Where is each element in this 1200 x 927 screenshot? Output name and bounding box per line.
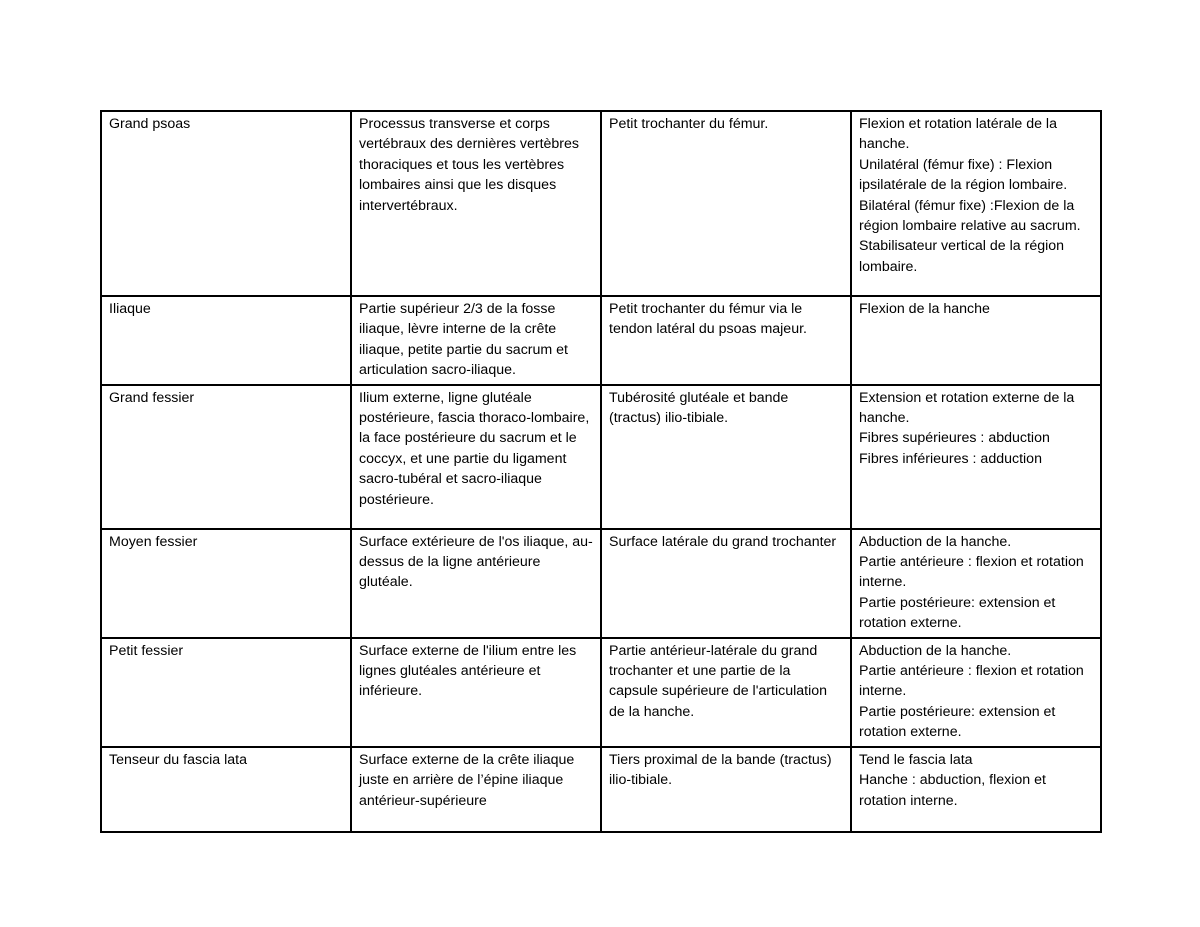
insertion-cell: Tubérosité glutéale et bande (tractus) ilio-tibiale. xyxy=(601,385,851,529)
origin-cell: Surface extérieure de l'os iliaque, au-dessus de la ligne antérieure glutéale. xyxy=(351,529,601,638)
table-row xyxy=(101,111,1101,296)
table-row xyxy=(101,296,1101,385)
muscle-cell: Tenseur du fascia lata xyxy=(101,747,351,832)
insertion-cell: Surface latérale du grand trochanter xyxy=(601,529,851,638)
muscle-cell: Grand fessier xyxy=(101,385,351,529)
insertion-cell: Petit trochanter du fémur. xyxy=(601,111,851,296)
origin-cell: Surface externe de la crête iliaque juste en arrière de l’épine iliaque antérieur-supérieure xyxy=(351,747,601,832)
action-cell: Abduction de la hanche. Partie antérieure : flexion et rotation interne. Partie postérieure: extension et rotation externe. xyxy=(851,638,1101,747)
insertion-cell: Partie antérieur-latérale du grand trochanter et une partie de la capsule supérieure de l'articulation de la hanche. xyxy=(601,638,851,747)
muscle-cell: Iliaque xyxy=(101,296,351,385)
table-row xyxy=(101,638,1101,747)
table-row xyxy=(101,529,1101,638)
muscle-cell: Petit fessier xyxy=(101,638,351,747)
action-cell: Flexion et rotation latérale de la hanche. Unilatéral (fémur fixe) : Flexion ipsilatérale de la région lombaire. Bilatéral (fémur fixe) :Flexion de la région lombaire relative au sacrum. Stabilisateur vertical de la région lombaire. xyxy=(851,111,1101,296)
insertion-cell: Tiers proximal de la bande (tractus) ilio-tibiale. xyxy=(601,747,851,832)
action-cell: Tend le fascia lata Hanche : abduction, flexion et rotation interne. xyxy=(851,747,1101,832)
action-cell: Abduction de la hanche. Partie antérieure : flexion et rotation interne. Partie postérieure: extension et rotation externe. xyxy=(851,529,1101,638)
table-row xyxy=(101,747,1101,832)
origin-cell: Partie supérieur 2/3 de la fosse iliaque, lèvre interne de la crête iliaque, petite partie du sacrum et articulation sacro-iliaque. xyxy=(351,296,601,385)
muscle-cell: Grand psoas xyxy=(101,111,351,296)
action-cell: Flexion de la hanche xyxy=(851,296,1101,385)
insertion-cell: Petit trochanter du fémur via le tendon latéral du psoas majeur. xyxy=(601,296,851,385)
origin-cell: Surface externe de l'ilium entre les lignes glutéales antérieure et inférieure. xyxy=(351,638,601,747)
muscle-cell: Moyen fessier xyxy=(101,529,351,638)
origin-cell: Ilium externe, ligne glutéale postérieure, fascia thoraco-lombaire, la face postérieure du sacrum et le coccyx, et une partie du ligament sacro-tubéral et sacro-iliaque postérieure. xyxy=(351,385,601,529)
action-cell: Extension et rotation externe de la hanche. Fibres supérieures : abduction Fibres inférieures : adduction xyxy=(851,385,1101,529)
table-row xyxy=(101,385,1101,529)
muscle-table xyxy=(100,110,1102,833)
origin-cell: Processus transverse et corps vertébraux des dernières vertèbres thoraciques et tous les vertèbres lombaires ainsi que les disques intervertébraux. xyxy=(351,111,601,296)
